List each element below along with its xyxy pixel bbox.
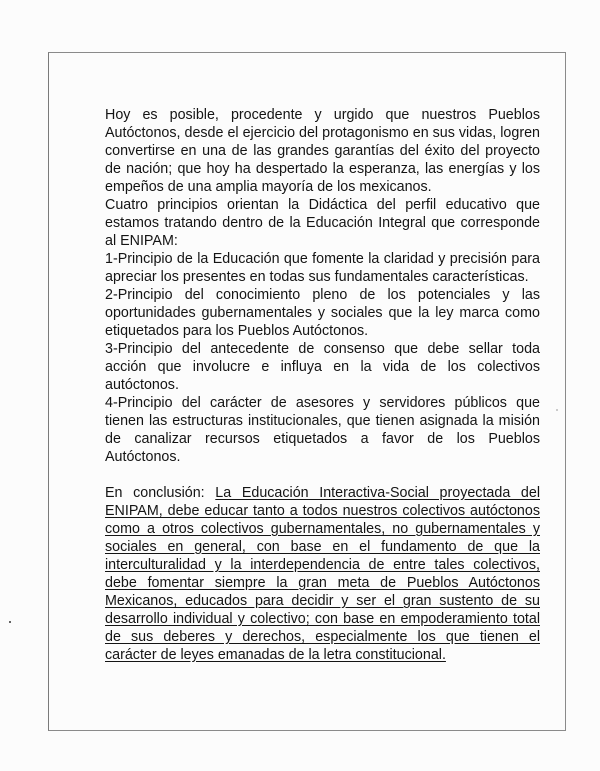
conclusion-underlined-text: La Educación Interactiva-Social proyectada del ENIPAM, debe educar tanto a todos nuestros colectivos autóctonos como a otros colectivos gubernamentales, no gubernamentales y sociales en general, con base en el fundamento de que la interculturalidad y la interdependencia de entre tales colectivos, debe fomentar siempre la gran meta de Pueblos Autóctonos Mexicanos, educados para decidir y ser el gran sustento de su desarrollo individual y colectivo; con base en empoderamiento total de sus deberes y derechos, especialmente los que tienen el carácter de leyes emanadas de la letra constitucional. — [105, 485, 540, 663]
principle-item-3: 3-Principio del antecedente de consenso que debe sellar toda acción que involucre e influya en la vida de los colectivos autóctonos. — [105, 341, 540, 393]
intro-paragraph: Hoy es posible, procedente y urgido que nuestros Pueblos Autóctonos, desde el ejercicio del protagonismo en sus vidas, logren convertirse en una de las grandes garantías del éxito del proyecto de nación; que hoy ha despertado la esperanza, las energías y los empeños de una amplia mayoría de los mexicanos. — [105, 107, 540, 195]
scan-speck — [556, 409, 558, 411]
paragraph-spacer — [105, 466, 540, 484]
conclusion-lead: En conclusión: — [105, 485, 216, 501]
principle-item-4: 4-Principio del carácter de asesores y servidores públicos que tienen las estructuras institucionales, que tienen asignada la misión de canalizar recursos etiquetados a favor de los Pueblos Autóctonos. — [105, 395, 540, 465]
principle-item-1: 1-Principio de la Educación que fomente la claridad y precisión para apreciar los presentes en todas sus fundamentales características. — [105, 251, 540, 285]
conclusion-paragraph — [105, 484, 540, 664]
document-body — [105, 106, 540, 664]
principles-intro: Cuatro principios orientan la Didáctica del perfil educativo que estamos tratando dentro de la Educación Integral que corresponde al ENIPAM: — [105, 197, 540, 249]
principle-item-2: 2-Principio del conocimiento pleno de los potenciales y las oportunidades gubernamentales y sociales que la ley marca como etiquetados para los Pueblos Autóctonos. — [105, 287, 540, 339]
scan-speck — [9, 621, 11, 623]
